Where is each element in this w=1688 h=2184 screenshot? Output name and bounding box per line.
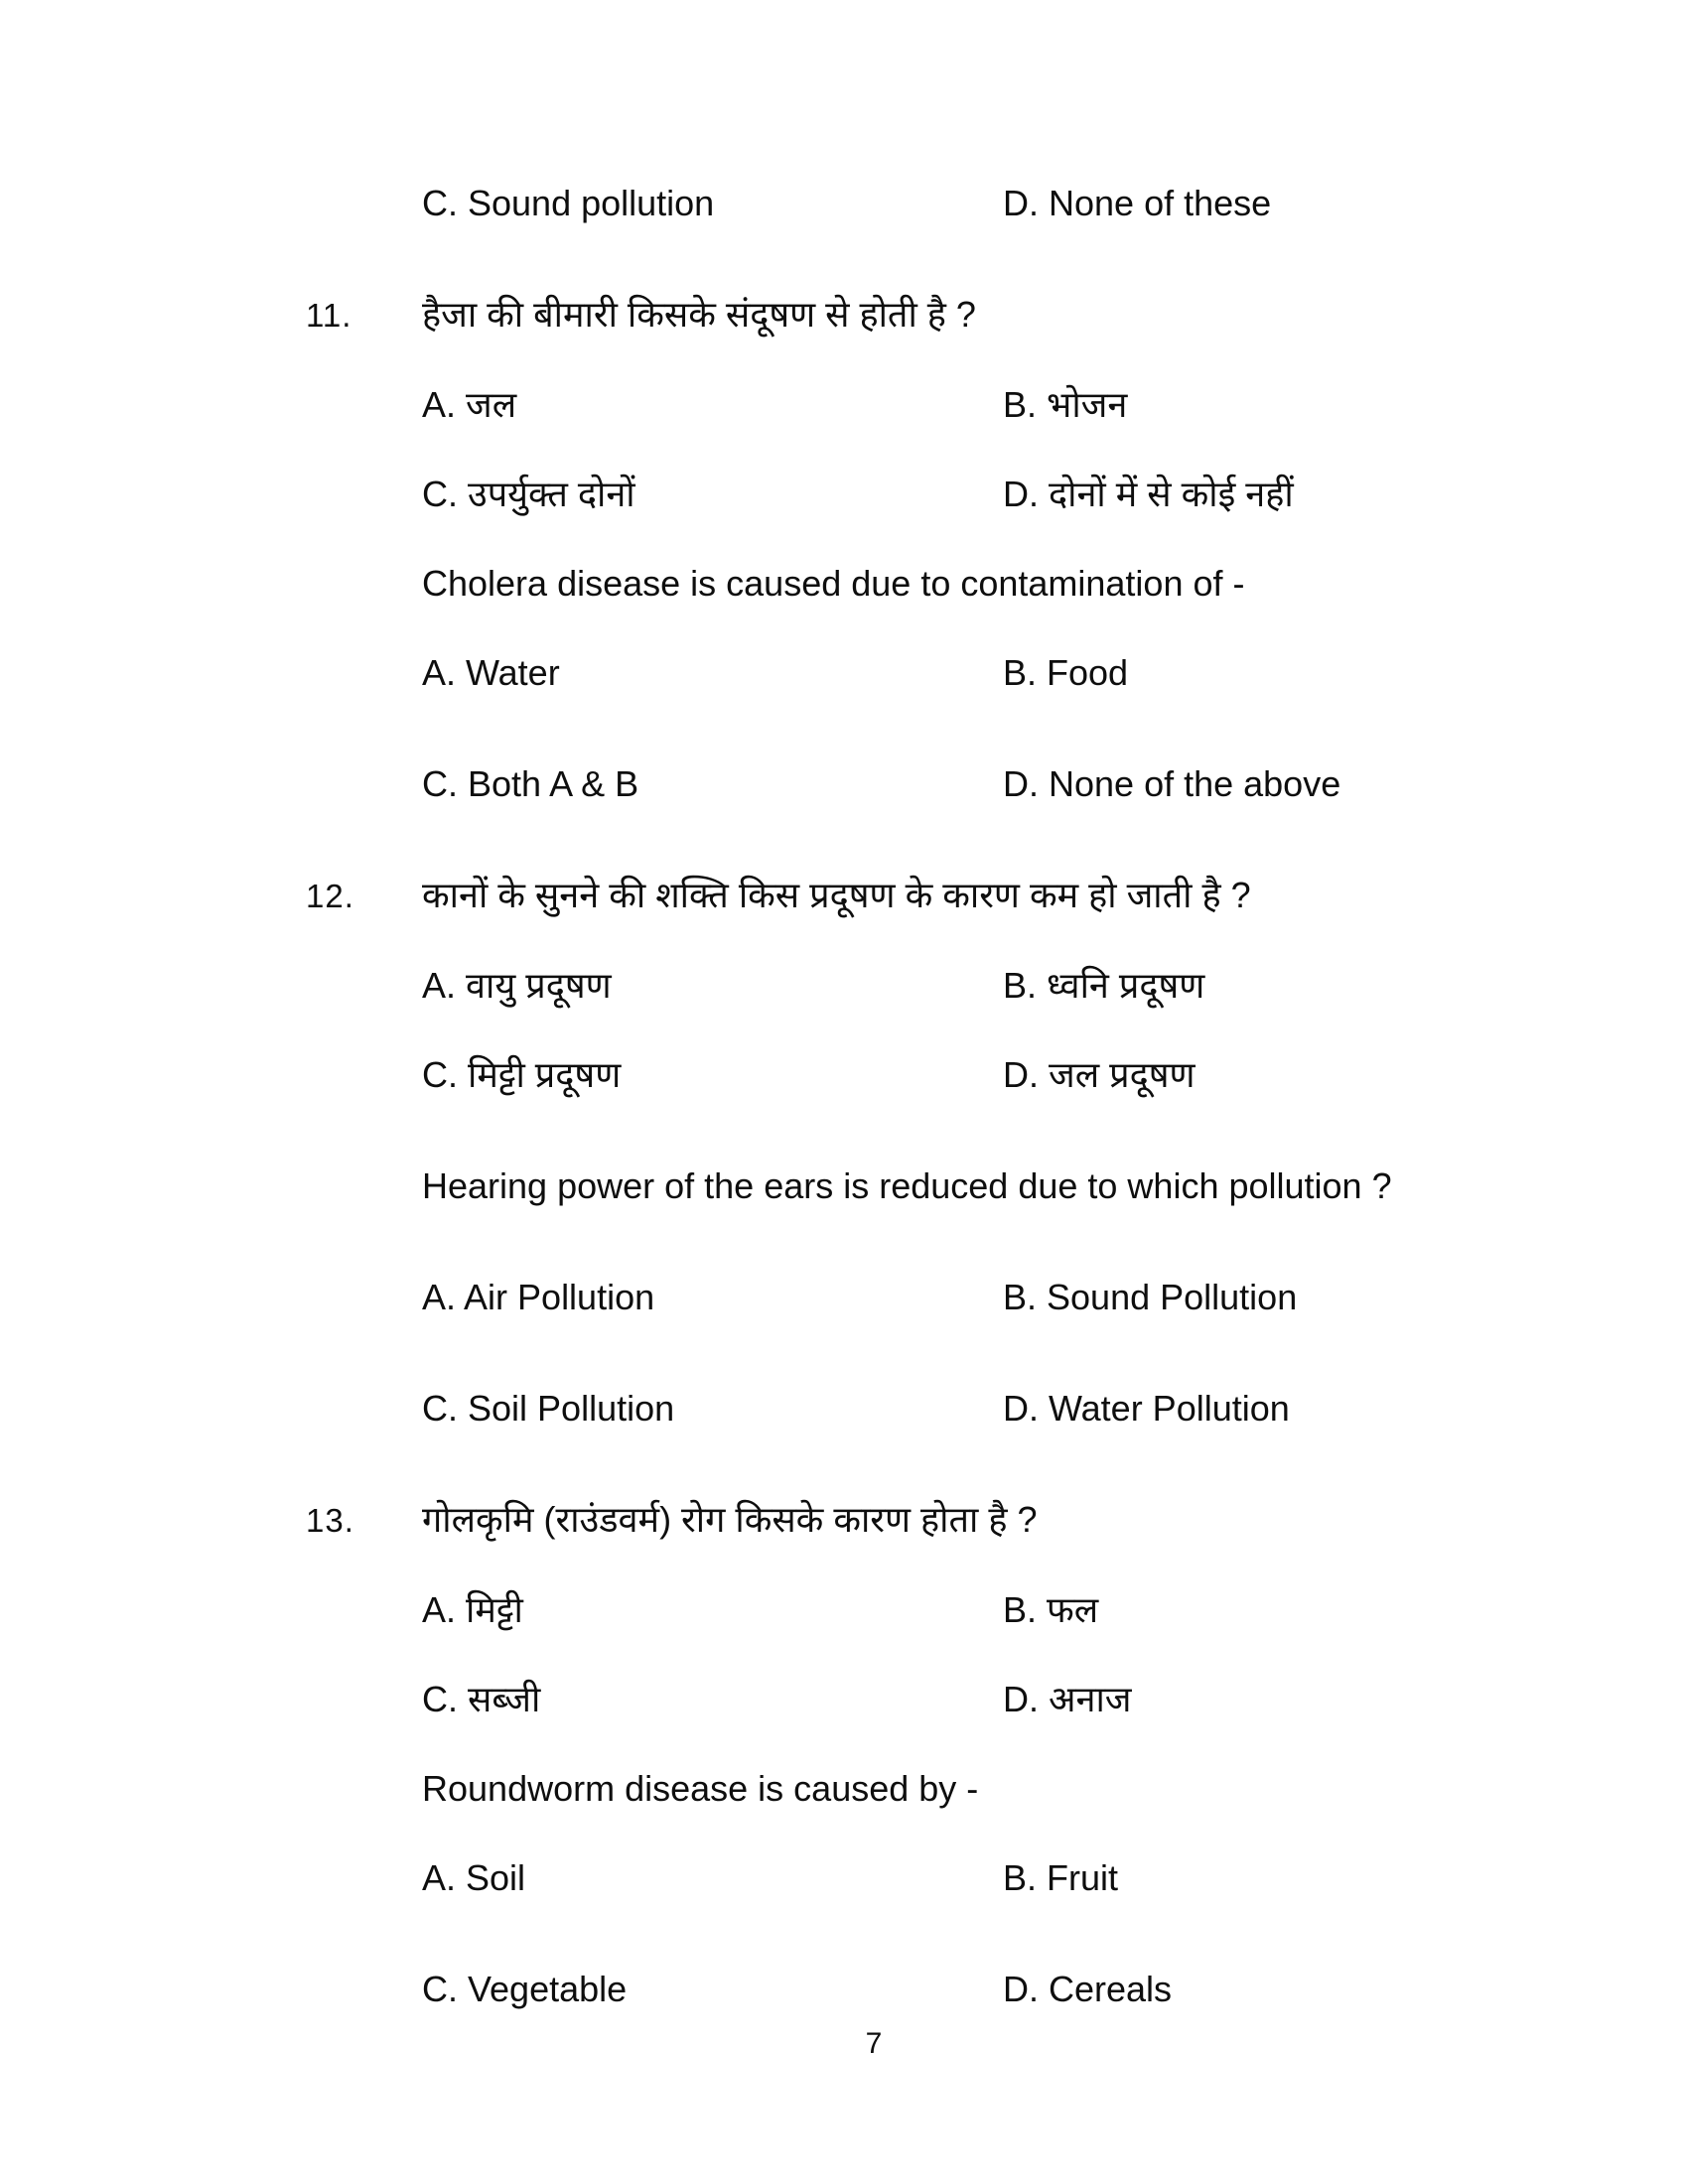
question-13-hindi-option-c: C. सब्जी [422, 1679, 541, 1719]
question-11-english-option-c: C. Both A & B [422, 763, 639, 804]
question-13-hindi-option-d: D. अनाज [1003, 1679, 1132, 1719]
question-13-text-english-row [306, 1766, 1628, 1812]
carryover-option-c: C. Sound pollution [422, 183, 715, 223]
question-12-english-option-b: B. Sound Pollution [1003, 1277, 1298, 1317]
question-12-hindi-option-d: D. जल प्रदूषण [1003, 1054, 1196, 1095]
question-12-text-hindi: कानों के सुनने की शक्ति किस प्रदूषण के कारण कम हो जाती है ? [422, 875, 1251, 915]
question-13-hindi-row [306, 1497, 1628, 1544]
question-12-hindi-options-ab [306, 963, 1628, 1009]
question-11-text-english: Cholera disease is caused due to contamination of - [422, 563, 1245, 604]
question-11-hindi-options-cd [306, 472, 1628, 517]
question-12-text-english: Hearing power of the ears is reduced due to which pollution ? [422, 1165, 1392, 1206]
question-11-text-hindi: हैजा की बीमारी किसके संदूषण से होती है ? [422, 294, 976, 335]
question-11-hindi-option-c: C. उपर्युक्त दोनों [422, 474, 635, 514]
question-12-hindi-option-b: B. ध्वनि प्रदूषण [1003, 965, 1205, 1006]
question-13-english-options-cd [306, 1967, 1628, 2012]
question-11-hindi-option-b: B. भोजन [1003, 384, 1128, 425]
question-11-english-option-a: A. Water [422, 652, 560, 693]
question-11-hindi-option-a: A. जल [422, 384, 517, 425]
question-11-hindi-row [306, 292, 1628, 339]
question-11-hindi-option-d: D. दोनों में से कोई नहीं [1003, 474, 1294, 514]
question-13-english-option-a: A. Soil [422, 1857, 526, 1898]
page-number: 7 [865, 2027, 883, 2060]
question-12-english-options-cd [306, 1386, 1628, 1432]
question-12-number: 12. [306, 878, 354, 914]
question-13-english-option-c: C. Vegetable [422, 1969, 628, 2009]
question-13-hindi-options-ab [306, 1587, 1628, 1633]
question-12-english-options-ab [306, 1275, 1628, 1320]
question-12-hindi-option-c: C. मिट्टी प्रदूषण [422, 1054, 622, 1095]
question-13-english-options-ab [306, 1855, 1628, 1901]
question-12-hindi-option-a: A. वायु प्रदूषण [422, 965, 612, 1006]
question-12-english-option-d: D. Water Pollution [1003, 1388, 1290, 1429]
question-13-english-option-b: B. Fruit [1003, 1857, 1119, 1898]
question-13-hindi-options-cd [306, 1677, 1628, 1722]
question-11-english-option-b: B. Food [1003, 652, 1129, 693]
carryover-option-row [306, 181, 1628, 226]
question-13-text-hindi: गोलकृमि (राउंडवर्म) रोग किसके कारण होता है ? [422, 1499, 1038, 1540]
question-11-english-options-ab [306, 650, 1628, 696]
question-13-hindi-option-a: A. मिट्टी [422, 1589, 523, 1630]
carryover-option-d: D. None of these [1003, 183, 1272, 223]
question-13-text-english: Roundworm disease is caused by - [422, 1768, 979, 1809]
question-12-hindi-row [306, 873, 1628, 919]
question-11-text-english-row [306, 561, 1628, 607]
question-11-english-option-d: D. None of the above [1003, 763, 1341, 804]
question-12-hindi-options-cd [306, 1052, 1628, 1098]
question-13-hindi-option-b: B. फल [1003, 1589, 1099, 1630]
question-12-english-option-a: A. Air Pollution [422, 1277, 655, 1317]
question-12-text-english-row [306, 1163, 1628, 1209]
question-11-english-options-cd [306, 761, 1628, 807]
question-11-number: 11. [306, 297, 352, 334]
question-13-english-option-d: D. Cereals [1003, 1969, 1173, 2009]
question-13-number: 13. [306, 1502, 354, 1539]
question-11-hindi-options-ab [306, 382, 1628, 428]
question-12-english-option-c: C. Soil Pollution [422, 1388, 675, 1429]
